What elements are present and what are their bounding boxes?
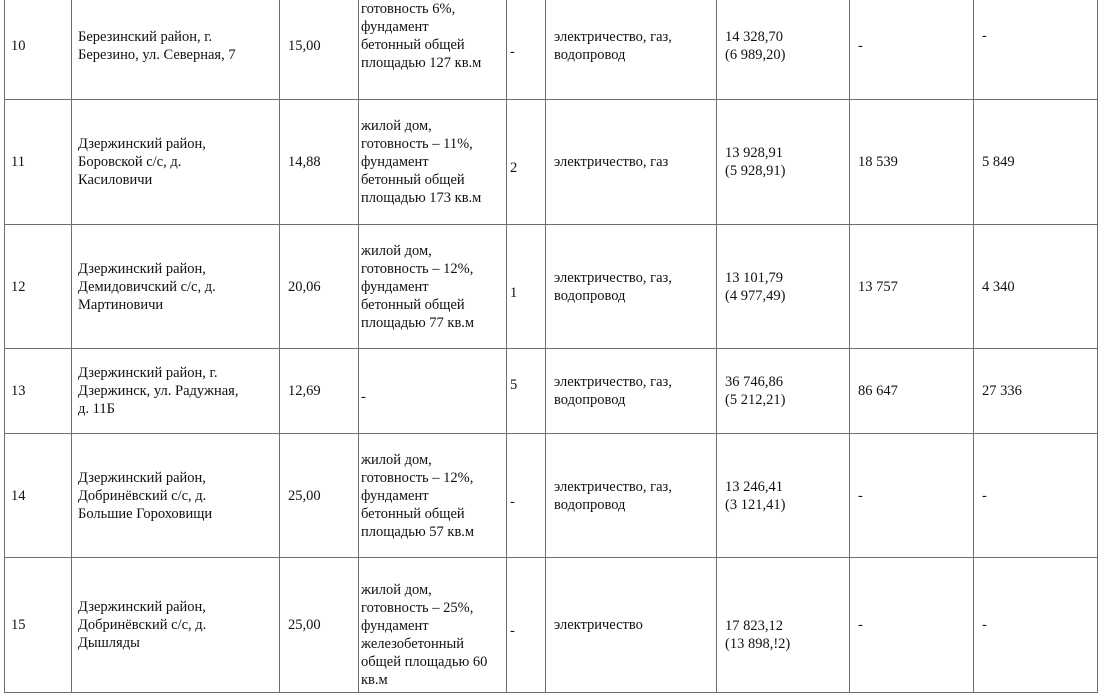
count-text: 1 <box>510 284 518 301</box>
description-cell <box>359 349 507 434</box>
count-text: - <box>510 44 515 60</box>
description-cell: жилой дом, готовность – 12%, фундамент бетонный общей площадью 77 кв.м <box>359 225 507 349</box>
value2-cell: 4 340 <box>974 225 1098 349</box>
count-cell <box>507 0 546 100</box>
area-cell: 25,00 <box>280 434 359 558</box>
address-cell: Дзержинский район, Демидовичский с/с, д. Мартиновичи <box>72 225 280 349</box>
count-text: - <box>510 493 515 510</box>
utilities-cell: электричество, газ <box>546 100 717 225</box>
area-cell: 12,69 <box>280 349 359 434</box>
row-number: 13 <box>5 349 72 434</box>
cost-cell: 13 246,41 (3 121,41) <box>717 434 850 558</box>
value2-text: - <box>982 28 987 44</box>
value2-cell: - <box>974 434 1098 558</box>
description-cell <box>359 558 507 693</box>
count-cell <box>507 434 546 558</box>
table-row <box>5 0 1098 100</box>
utilities-cell: электричество, газ, водопровод <box>546 349 717 434</box>
value2-cell: 27 336 <box>974 349 1098 434</box>
row-number: 12 <box>5 225 72 349</box>
address-cell: Дзержинский район, Добринёвский с/с, д. Дышляды <box>72 558 280 693</box>
count-cell <box>507 100 546 225</box>
row-number: 11 <box>5 100 72 225</box>
table-row <box>5 225 1098 349</box>
description-text: - <box>361 389 366 405</box>
value2-cell: 5 849 <box>974 100 1098 225</box>
address-cell: Березинский район, г. Березино, ул. Северная, 7 <box>72 0 280 100</box>
count-text: 2 <box>510 160 518 176</box>
cost-cell <box>717 558 850 693</box>
count-text: 5 <box>510 377 518 393</box>
row-number: 15 <box>5 558 72 693</box>
cost-cell: 13 101,79 (4 977,49) <box>717 225 850 349</box>
value2-cell: - <box>974 558 1098 693</box>
cost-text: 17 823,12 (13 898,!2) <box>725 618 791 652</box>
area-cell: 20,06 <box>280 225 359 349</box>
area-cell: 25,00 <box>280 558 359 693</box>
count-cell <box>507 558 546 693</box>
address-cell: Дзержинский район, Боровской с/с, д. Касиловичи <box>72 100 280 225</box>
cost-cell: 14 328,70 (6 989,20) <box>717 0 850 100</box>
value1-cell: - <box>850 434 974 558</box>
cost-cell: 13 928,91 (5 928,91) <box>717 100 850 225</box>
utilities-cell: электричество, газ, водопровод <box>546 225 717 349</box>
address-cell: Дзержинский район, г. Дзержинск, ул. Радужная, д. 11Б <box>72 349 280 434</box>
row-number: 14 <box>5 434 72 558</box>
utilities-cell: электричество, газ, водопровод <box>546 434 717 558</box>
address-cell: Дзержинский район, Добринёвский с/с, д. Большие Гороховищи <box>72 434 280 558</box>
description-text: жилой дом, готовность – 25%, фундамент железобетонный общей площадью 60 кв.м <box>361 582 488 688</box>
description-text: готовность 6%, фундамент бетонный общей площадью 127 кв.м <box>361 1 482 71</box>
value1-cell: 13 757 <box>850 225 974 349</box>
utilities-cell: электричество, газ, водопровод <box>546 0 717 100</box>
row-number: 10 <box>5 0 72 100</box>
description-cell: жилой дом, готовность – 11%, фундамент бетонный общей площадью 173 кв.м <box>359 100 507 225</box>
table-row <box>5 434 1098 558</box>
value1-cell: - <box>850 0 974 100</box>
area-cell: 14,88 <box>280 100 359 225</box>
cost-cell: 36 746,86 (5 212,21) <box>717 349 850 434</box>
utilities-cell: электричество <box>546 558 717 693</box>
value2-cell <box>974 0 1098 100</box>
table-row <box>5 100 1098 225</box>
count-cell <box>507 225 546 349</box>
area-cell: 15,00 <box>280 0 359 100</box>
description-cell: жилой дом, готовность – 12%, фундамент бетонный общей площадью 57 кв.м <box>359 434 507 558</box>
value1-cell: 18 539 <box>850 100 974 225</box>
property-table <box>4 0 1098 693</box>
table-row <box>5 349 1098 434</box>
count-cell <box>507 349 546 434</box>
description-cell <box>359 0 507 100</box>
table-row <box>5 558 1098 693</box>
count-text: - <box>510 623 515 639</box>
value1-cell: - <box>850 558 974 693</box>
value1-cell: 86 647 <box>850 349 974 434</box>
